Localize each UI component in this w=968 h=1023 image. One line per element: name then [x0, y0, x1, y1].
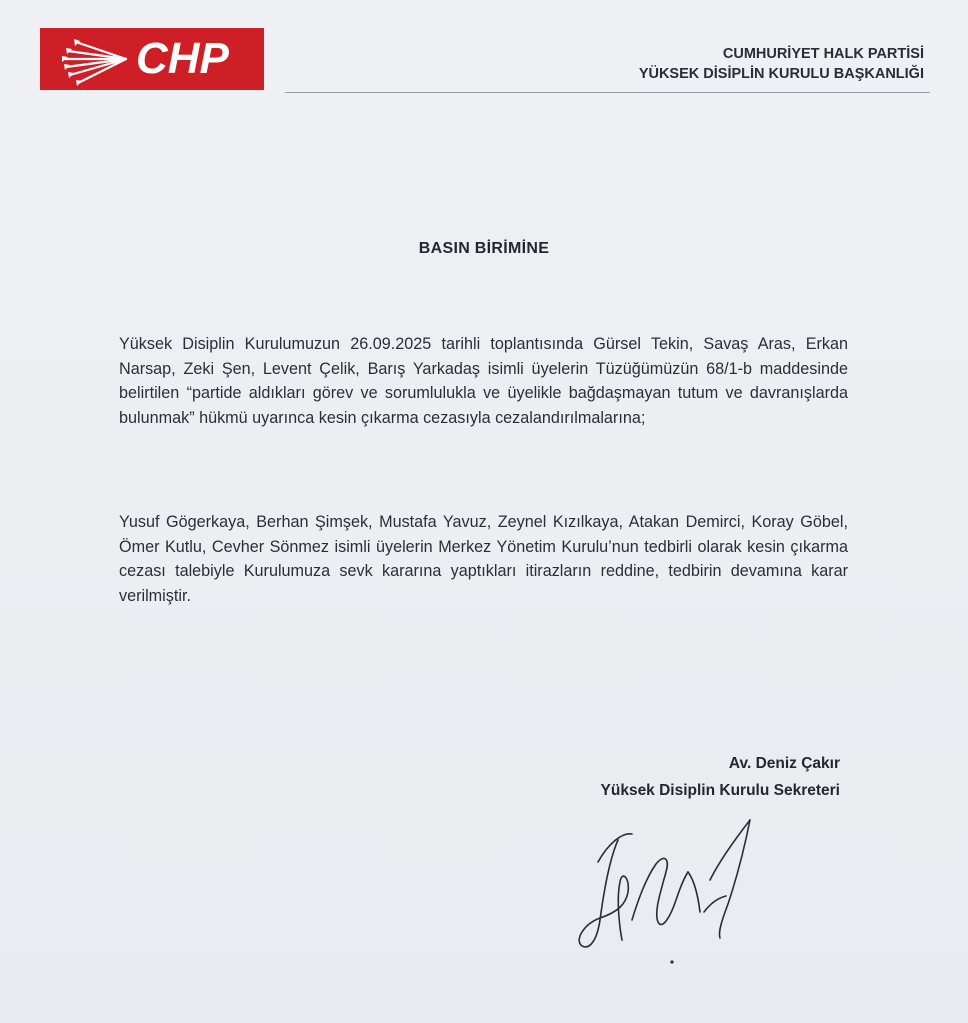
handwritten-signature [560, 800, 790, 975]
letter-paragraph-1: Yüksek Disiplin Kurulumuzun 26.09.2025 tarihli toplantısında Gürsel Tekin, Savaş Aras, Erkan Narsap, Zeki Şen, Levent Çelik, Barış Yarkadaş isimli üyelerin Tüzüğümüzün 68/1-b maddesinde belirtilen “partide aldıkları görev ve sorumlulukla ve üyelikle bağdaşmayan tutum ve davranışlarda bulunmak” hükmü uyarınca kesin çıkarma cezasıyla cezalandırılmalarına; [119, 335, 848, 427]
organization-department: YÜKSEK DİSİPLİN KURULU BAŞKANLIĞI [638, 66, 924, 82]
logo-wordmark: CHP [136, 34, 229, 83]
letter-recipient-heading: BASIN BİRİMİNE [418, 240, 550, 257]
signer-block [601, 750, 840, 804]
signer-name: Av. Deniz Çakır [728, 755, 840, 772]
letter-paragraph-2: Yusuf Gögerkaya, Berhan Şimşek, Mustafa Yavuz, Zeynel Kızılkaya, Atakan Demirci, Koray Göbel, Ömer Kutlu, Cevher Sönmez isimli üyelerin Merkez Yönetim Kurulu’nun tedbirli olarak kesin çıkarma cezası talebiyle Kurulumuza sevk kararına yaptıkları itirazların reddine, tedbirin devamına karar verilmiştir. [119, 513, 848, 605]
signer-title: Yüksek Disiplin Kurulu Sekreteri [600, 782, 840, 799]
organization-header [639, 44, 924, 84]
chp-logo [40, 28, 264, 90]
organization-name: CUMHURİYET HALK PARTİSİ [722, 46, 924, 62]
header-divider [285, 92, 930, 93]
